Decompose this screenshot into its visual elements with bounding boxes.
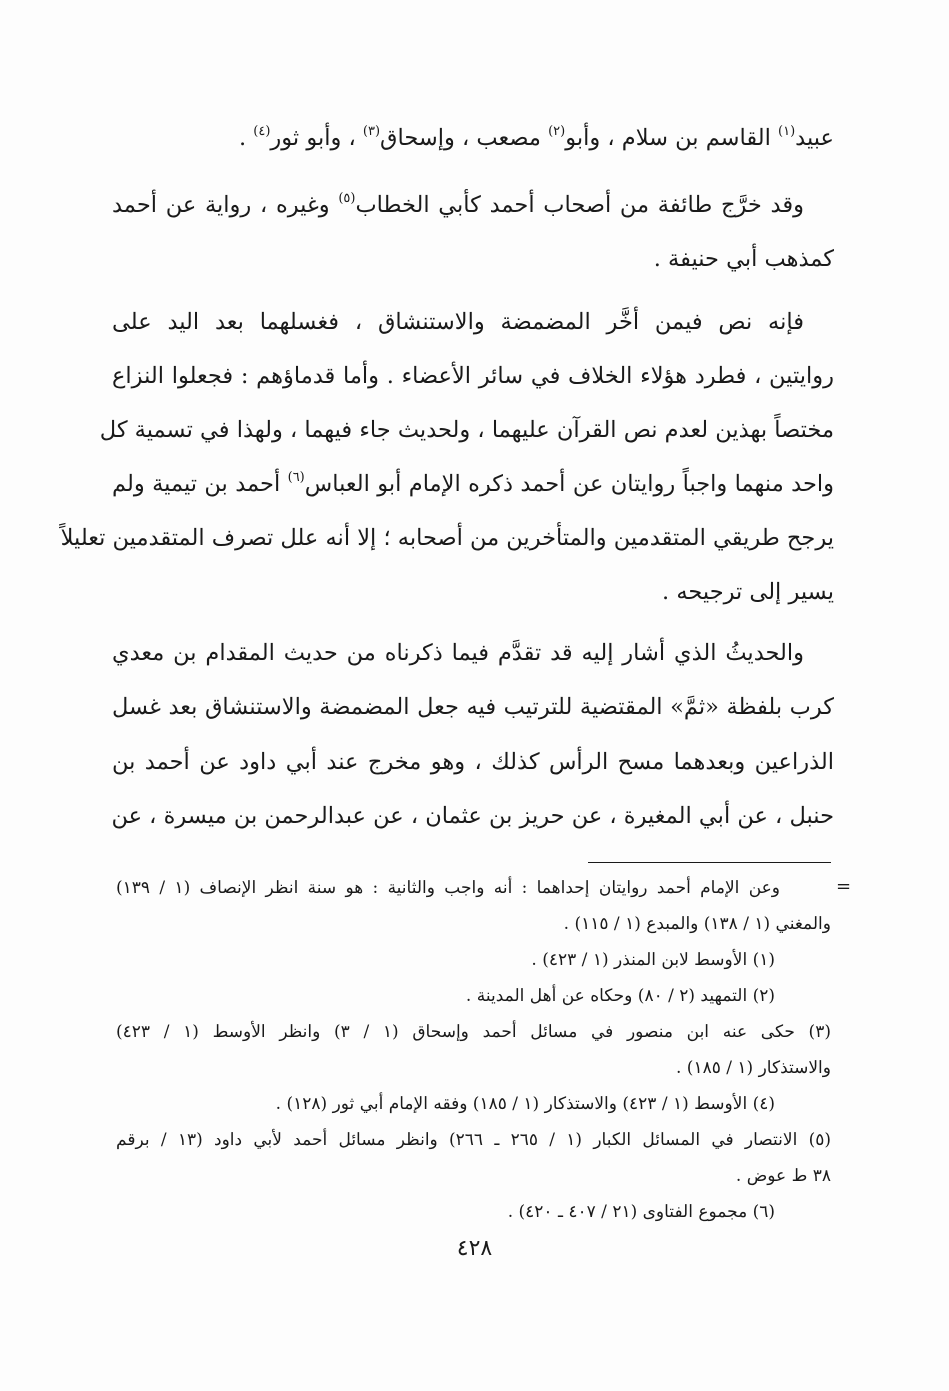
text-line [112,113,834,163]
footnote-line: (١) الأوسط لابن المنذر (١ / ٤٢٣) . [531,950,775,970]
footnote-ref: (٣) [362,124,381,139]
text-line [112,459,834,509]
footnote-line: وعن الإمام أحمد روايتان إحداهما : أنه واجب والثانية : هو سنة انظر الإنصاف (١ / ١٣٩) [116,878,780,898]
text-line: مختصاً بهذين لعدم نص القرآن عليهما ، ولحديث جاء فيهما ، ولهذا في تسمية كل [99,417,834,443]
text-run: عبيد [795,125,834,151]
footnote-line: (٥) الانتصار في المسائل الكبار (١ / ٢٦٥ ـ ٢٦٦) وانظر مسائل أحمد لأبي داود (١٣ / برقم [116,1130,832,1150]
text-line: كرب بلفظة «ثمَّ» المقتضية للترتيب فيه جعل المضمضة والاستنشاق بعد غسل [112,694,834,720]
footnote-line: (٢) التمهيد (٢ / ٨٠) وحكاه عن أهل المدينة . [465,986,775,1006]
text-run: ، وأبو ثور [270,125,363,151]
text-line: الذراعين وبعدهما مسح الرأس كذلك ، وهو مخرج عند أبي داود عن أحمد بن [112,749,834,775]
text-run: . [238,125,254,151]
footnote-separator [588,862,831,863]
footnote-line: والاستذكار (١ / ١٨٥) . [676,1058,831,1078]
footnote-line: (٦) مجموع الفتاوى (٢١ / ٤٠٧ ـ ٤٢٠) . [507,1202,775,1222]
continuation-mark: = [836,876,852,897]
text-run: أحمد بن تيمية ولم [112,471,288,497]
text-run: وغيره ، رواية عن أحمد [112,192,339,218]
footnote-line: (٣) حكى عنه ابن منصور في مسائل أحمد وإسحاق (١ / ٣) وانظر الأوسط (١ / ٤٢٣) [116,1022,831,1042]
text-run: واحد منهما واجباً روايتان عن أحمد ذكره الإمام أبو العباس [304,471,834,497]
page-number: ٤٢٨ [456,1236,493,1261]
footnote-line: والمغني (١ / ١٣٨) والمبدع (١ / ١١٥) . [563,914,831,934]
footnote-ref: (٢) [548,124,566,139]
text-line: روايتين ، فطرد هؤلاء الخلاف في سائر الأعضاء . وأما قدماؤهم : فجعلوا النزاع [112,363,834,389]
footnote-ref: (١) [778,124,796,139]
text-line: فإنه نص فيمن أخَّر المضمضة والاستنشاق ، فغسلهما بعد اليد على [112,309,804,335]
text-line [112,180,804,230]
footnote-line: ٣٨ ط عوض . [735,1166,831,1186]
text-line: كمذهب أبي حنيفة . [653,246,834,272]
text-run: القاسم بن سلام ، وأبو [565,125,779,151]
footnote-line: (٤) الأوسط (١ / ٤٢٣) والاستذكار (١ / ١٨٥) وفقه الإمام أبي ثور (١٢٨) . [275,1094,775,1114]
text-line: يسير إلى ترجيحه . [662,579,834,605]
text-run: مصعب ، وإسحاق [380,125,549,151]
footnote-ref: (٦) [287,470,305,485]
text-run: وقد خرَّج طائفة من أصحاب أحمد كأبي الخطاب [355,192,804,218]
text-line: حنبل ، عن أبي المغيرة ، عن حريز بن عثمان ، عن عبدالرحمن بن ميسرة ، عن [111,803,834,829]
text-line: يرجح طريقي المتقدمين والمتأخرين من أصحابه ؛ إلا أنه علل تصرف المتقدمين تعليلاً [60,525,834,551]
footnote-ref: (٤) [253,124,271,139]
footnote-ref: (٥) [338,191,356,206]
text-line: والحديثُ الذي أشار إليه قد تقدَّم فيما ذكرناه من حديث المقدام بن معدي [112,640,804,666]
